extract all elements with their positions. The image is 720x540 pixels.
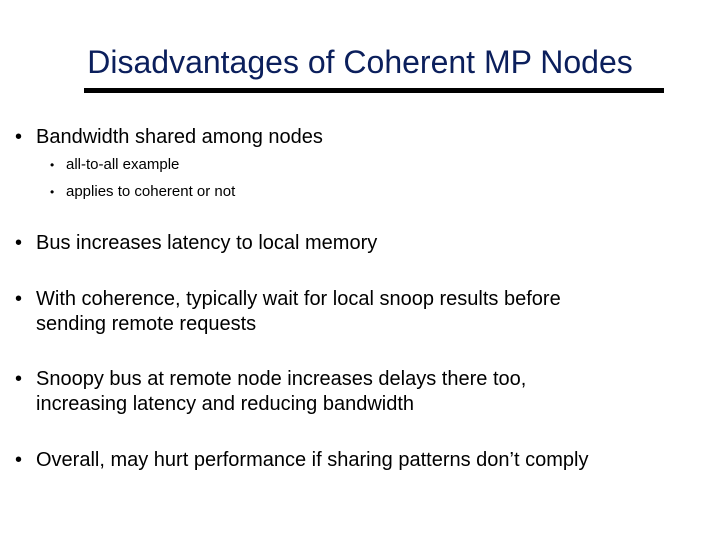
bullet-text: Bus increases latency to local memory [36, 232, 378, 254]
slide-title: Disadvantages of Coherent MP Nodes [87, 44, 633, 80]
sub-bullet-text: applies to coherent or not [66, 183, 236, 200]
bullet-marker: • [15, 288, 23, 310]
bullet-marker: • [15, 368, 23, 390]
sub-bullet-marker: • [50, 158, 55, 172]
bullet-text: Overall, may hurt performance if sharing patterns don’t comply [36, 449, 589, 471]
bullet-text-line-2: sending remote requests [36, 313, 257, 335]
bullet-marker: • [15, 232, 23, 254]
bullet-marker: • [15, 449, 23, 471]
sub-bullet-text: all-to-all example [66, 156, 180, 173]
bullet-text: Bandwidth shared among nodes [36, 126, 323, 148]
bullet-text-line-1: Snoopy bus at remote node increases delays there too, [36, 368, 527, 390]
bullet-text-line-2: increasing latency and reducing bandwidth [36, 393, 415, 415]
bullet-marker: • [15, 126, 23, 148]
sub-bullet-marker: • [50, 185, 55, 199]
title-underline [84, 88, 664, 93]
bullet-text-line-1: With coherence, typically wait for local snoop results before [36, 288, 561, 310]
